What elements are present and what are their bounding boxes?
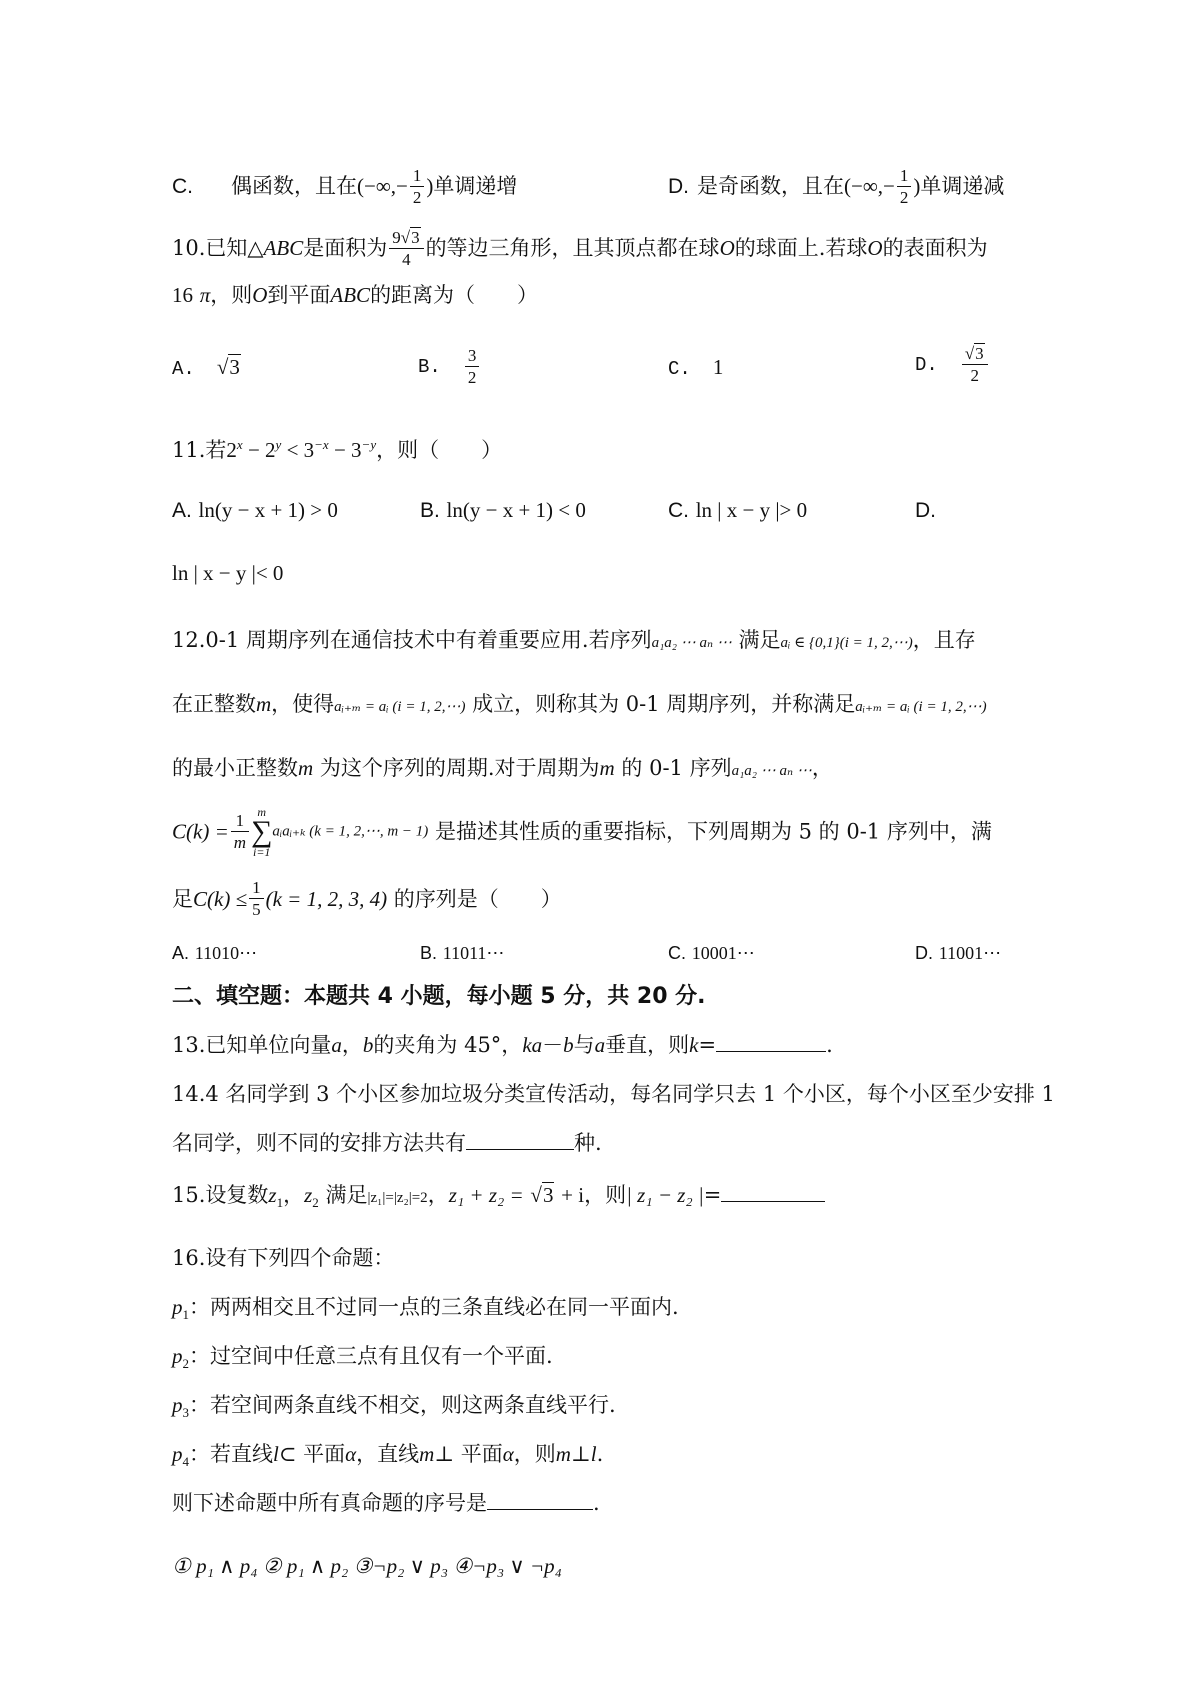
stem-text: 为这个序列的周期.对于周期为 [319,756,600,780]
option-value: 10001⋯ [691,943,755,963]
option-label: B. [420,943,438,963]
interval: (−∞,− [357,174,408,198]
option-label: A. [172,499,192,522]
option-label: D. [915,943,933,963]
stem-text: 满足 [325,1183,368,1207]
stem-text: 到平面 [267,283,331,307]
modulus-condition: |z₁|=|z₂|=2 [367,1190,428,1206]
summand: aᵢaᵢ₊ₖ (k = 1, 2,⋯, m − 1) [272,823,429,840]
stem-text: ， [811,756,833,780]
condition: aᵢ₊ₘ = aᵢ (i = 1, 2,⋯) [855,699,987,715]
stem-text: ，使得 [271,692,335,716]
q16-options [172,1556,562,1577]
q16-ask: 则下述命题中所有真命题的序号是 . [172,1491,600,1515]
q13-stem: 13.已知单位向量a，b的夹角为 45°，ka－b与a垂直，则k= . [172,1033,833,1057]
interval-end: ) [913,174,921,198]
option-label: A. [172,358,195,380]
option-label: D. [915,354,938,376]
stem-text: 15.设复数 [172,1183,269,1207]
option-text: 单调递增 [433,174,518,198]
q15-stem: 15.设复数$z_1$，$z_2$ 满足|z₁|=|z₂|=2，z₁ + z₂ = √3 + i，则| z₁ − z₂ |= [172,1185,825,1209]
interval: (−∞,− [844,174,895,198]
q12-option-c [668,944,755,963]
proposition-text: ：过空间中任意三点有且仅有一个平面. [189,1344,553,1368]
fraction: $\frac{3}{2}$ [465,346,480,389]
answer-blank[interactable] [716,1051,826,1052]
proposition-text: ：两两相交且不过同一点的三条直线必在同一平面内. [189,1295,679,1319]
interval-end: ) [426,174,434,198]
formula-lhs: C(k) ≤ [193,887,248,911]
q12-line4 [172,806,992,858]
stem-text: ，则（ ） [376,438,503,462]
q12-line3: 的最小正整数m 为这个序列的周期.对于周期为m 的 0-1 序列a₁a₂ ⋯ aₙ ⋯， [172,756,833,780]
q10-option-a [172,357,241,379]
stem-text: ，且存 [912,628,976,652]
stem-text: 种. [574,1131,602,1155]
answer-blank[interactable] [721,1201,825,1202]
option-label: B. [418,356,441,378]
q12-option-d [915,944,1001,963]
q10-option-b [418,346,481,389]
proposition-text: ：若空间两条直线不相交，则这两条直线平行. [189,1393,616,1417]
q16-p1: $p_1$：两两相交且不过同一点的三条直线必在同一平面内. [172,1295,679,1323]
stem-text: 的 0-1 序列 [621,756,732,780]
q10-stem-line1 [172,228,988,271]
option-label: C. [668,943,686,963]
condition: aᵢ ∈ {0,1}(i = 1, 2,⋯) [780,635,913,651]
plane-name: ABC [330,283,371,307]
q16-p3: $p_3$：若空间两条直线不相交，则这两条直线平行. [172,1393,616,1421]
stem-text: 垂直，则 [605,1033,690,1057]
q14-line1: 14.4 名同学到 3 个小区参加垃圾分类宣传活动，每名同学只去 1 个小区，每个小区至少安排 1 [172,1082,1055,1106]
number: 16 [172,283,193,307]
q9-option-c [172,166,517,209]
formula-lhs: C(k) = [172,819,229,844]
q16-intro: 16.设有下列四个命题： [172,1246,395,1270]
question-number: 10.已知△ [172,236,264,260]
q11-option-b [420,500,586,521]
option-label: D. [915,499,936,522]
q16-p4: $p_4$：若直线l⊂ 平面α，直线m⊥ 平面α，则m⊥l. [172,1442,604,1470]
option-value: 11011⋯ [442,943,505,963]
stem-text: 的最小正整数 [172,756,298,780]
stem-text: 的距离为（ ） [370,283,539,307]
q12-line1 [172,630,976,651]
option-expr: ln | x − y |< 0 [172,561,284,585]
answer-blank[interactable] [466,1149,574,1150]
q11-stem: 11.若$2^x - 2^y < 3^{-x} - 3^{-y}$，则（ ） [172,437,503,462]
option-label: A. [172,943,190,963]
q10-stem-line2 [172,285,538,306]
stem-text: 的等边三角形，且其顶点都在球 [425,236,720,260]
sequence: a₁a₂ ⋯ aₙ ⋯ [731,763,812,779]
option-expr: ln(y − x + 1) > 0 [198,498,338,522]
fraction: $\frac{1}{2}$ [410,166,425,209]
stem-text: ，则 [210,283,253,307]
option-label: D. [668,175,689,198]
stem-text: ，则 [584,1183,627,1207]
sphere-name: O [867,236,883,260]
option-label: C. [668,499,689,522]
stem-text: 13.已知单位向量 [172,1033,332,1057]
q10-option-c [668,357,723,379]
question-number: 11.若 [172,438,227,462]
option-label: C. [668,358,691,380]
option-value: 1 [712,355,724,379]
section-heading: 二、填空题：本题共 4 小题，每小题 5 分，共 20 分. [172,984,706,1009]
condition: aᵢ₊ₘ = aᵢ (i = 1, 2,⋯) [334,699,466,715]
option-text: 单调递减 [920,174,1005,198]
fraction: $\frac{1}{5}$ [249,878,264,921]
option-text: 偶函数，且在 [231,174,357,198]
stem-text: 满足 [738,628,781,652]
stem-text: 成立，则称其为 0-1 周期序列，并称满足 [472,692,856,716]
q11-option-a [172,500,338,521]
pi-symbol: π [199,283,211,307]
option-expr: ln(y − x + 1) < 0 [446,498,586,522]
sqrt-value: √3 [216,355,240,379]
stem-text: 是面积为 [303,236,388,260]
option-value: 11001⋯ [938,943,1002,963]
q12-option-b [420,944,504,963]
stem-text: 在正整数 [172,692,256,716]
q11-option-c [668,500,807,521]
sphere-name: O [719,236,735,260]
answer-blank[interactable] [487,1509,593,1510]
q11-option-d-expr [172,563,283,584]
expr: 2 [226,438,237,462]
summation: m ∑ i=1 [251,805,273,859]
triangle-name: ABC [263,236,304,260]
q9-option-d [668,166,1004,209]
fraction: $\frac{1}{m}$ [231,811,249,854]
q11-option-d-label [915,500,936,521]
stem-text: 的序列是（ ） [393,887,562,911]
q12-line2: 在正整数m，使得aᵢ₊ₘ = aᵢ (i = 1, 2,⋯) 成立，则称其为 0-1 周期序列，并称满足aᵢ₊ₘ = aᵢ (i = 1, 2,⋯) [172,692,987,716]
stem-text: 则下述命题中所有真命题的序号是 [172,1491,487,1515]
option-label: B. [420,499,440,522]
option-expr: ln | x − y |> 0 [695,498,808,522]
q14-line2 [172,1133,602,1154]
q16-p2: $p_2$：过空间中任意三点有且仅有一个平面. [172,1344,553,1372]
stem-text: 的表面积为 [882,236,988,260]
stem-text: 是描述其性质的重要指标，下列周期为 5 的 0-1 序列中，满 [434,819,992,844]
stem-text: 的夹角为 45°， [373,1033,523,1057]
sphere-name: O [252,283,268,307]
option-list: ① p₁ ∧ p₄ ② p₁ ∧ p₂ ③¬p₂ ∨ p₃ ④¬p₃ ∨ ¬p₄ [172,1554,562,1578]
stem-text: 足 [172,887,193,911]
q12-option-a [172,944,257,963]
q12-line5 [172,878,562,921]
option-text: 是奇函数，且在 [697,174,844,198]
stem-text: 名同学，则不同的安排方法共有 [172,1131,466,1155]
stem-text: 的球面上.若球 [734,236,868,260]
option-label: C. [172,175,193,198]
q10-option-d [915,344,990,387]
stem-text: 12.0-1 周期序列在通信技术中有着重要应用.若序列 [172,628,652,652]
fraction: $\frac{1}{2}$ [897,166,912,209]
sequence: a₁a₂ ⋯ aₙ ⋯ [651,635,732,651]
fraction: $\frac{√3}{2}$ [962,344,988,387]
area-fraction: $\frac{9√3}{4}$ [389,228,423,271]
option-value: 11010⋯ [194,943,258,963]
formula-range: (k = 1, 2, 3, 4) [265,887,388,911]
